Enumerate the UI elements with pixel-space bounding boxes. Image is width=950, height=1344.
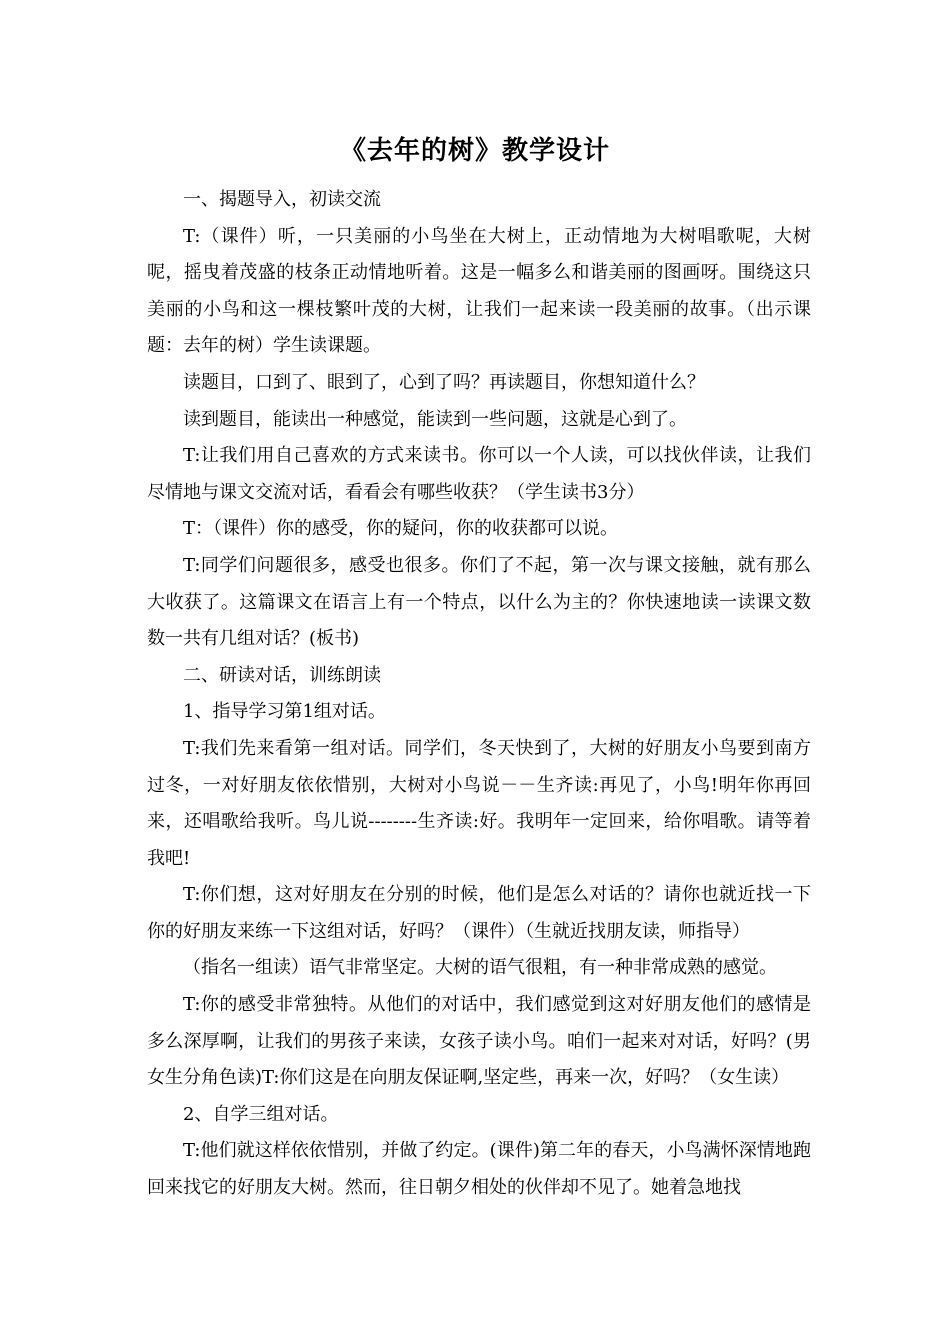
paragraph: T:我们先来看第一组对话。同学们，冬天快到了，大树的好朋友小鸟要到南方过冬，一对好朋友依依惜别，大树对小鸟说－－生齐读:再见了，小鸟!明年你再回来，还唱歌给我听。鸟儿说--------生齐读:好。我明年一定回来，给你唱歌。请等着我吧! [147,737,811,869]
paragraph: T:（课件）听，一只美丽的小鸟坐在大树上，正动情地为大树唱歌呢，大树呢，摇曳着茂盛的枝条正动情地听着。这是一幅多么和谐美丽的图画呀。围绕这只美丽的小鸟和这一棵枝繁叶茂的大树，让我们一起来读一段美丽的故事。（出示课题：去年的树）学生读课题。 [147,225,811,357]
paragraph: 二、研读对话，训练朗读 [183,664,381,686]
document-body [147,182,811,1207]
paragraph: T:你们想，这对好朋友在分别的时候，他们是怎么对话的？请你也就近找一下你的好朋友来练一下这组对话，好吗？（课件）（生就近找朋友读，师指导） [147,884,811,942]
paragraph: T:让我们用自己喜欢的方式来读书。你可以一个人读，可以找伙伴读，让我们尽情地与课文交流对话，看看会有哪些收获？（学生读书3分） [147,445,811,503]
paragraph: 2、自学三组对话。 [183,1103,339,1125]
paragraph: 读到题目，能读出一种感觉，能读到一些问题，这就是心到了。 [183,408,687,430]
paragraph: T：（课件）你的感受，你的疑问，你的收获都可以说。 [183,518,619,540]
paragraph: （指名一组读）语气非常坚定。大树的语气很粗，有一种非常成熟的感觉。 [183,957,777,979]
paragraph: 一、揭题导入，初读交流 [183,189,381,210]
paragraph: 读题目，口到了、眼到了，心到了吗？再读题目，你想知道什么？ [183,371,705,393]
document-title: 《去年的树》教学设计 [339,136,610,166]
paragraph: 1、指导学习第1组对话。 [183,701,386,723]
paragraph: T:同学们问题很多，感受也很多。你们了不起，第一次与课文接触，就有那么大收获了。这篇课文在语言上有一个特点，以什么为主的？你快速地读一读课文数数一共有几组对话？(板书) [147,554,811,650]
paragraph: T:你的感受非常独特。从他们的对话中，我们感觉到这对好朋友他们的感情是多么深厚啊，让我们的男孩子来读，女孩子读小鸟。咱们一起来对对话，好吗？(男女生分角色读)T:你们这是在向朋友保证啊,坚定些，再来一次，好吗？（女生读） [147,994,811,1089]
paragraph: T:他们就这样依依惜别，并做了约定。(课件)第二年的春天，小鸟满怀深情地跑回来找它的好朋友大树。然而，往日朝夕相处的伙伴却不见了。她着急地找 [147,1140,811,1199]
